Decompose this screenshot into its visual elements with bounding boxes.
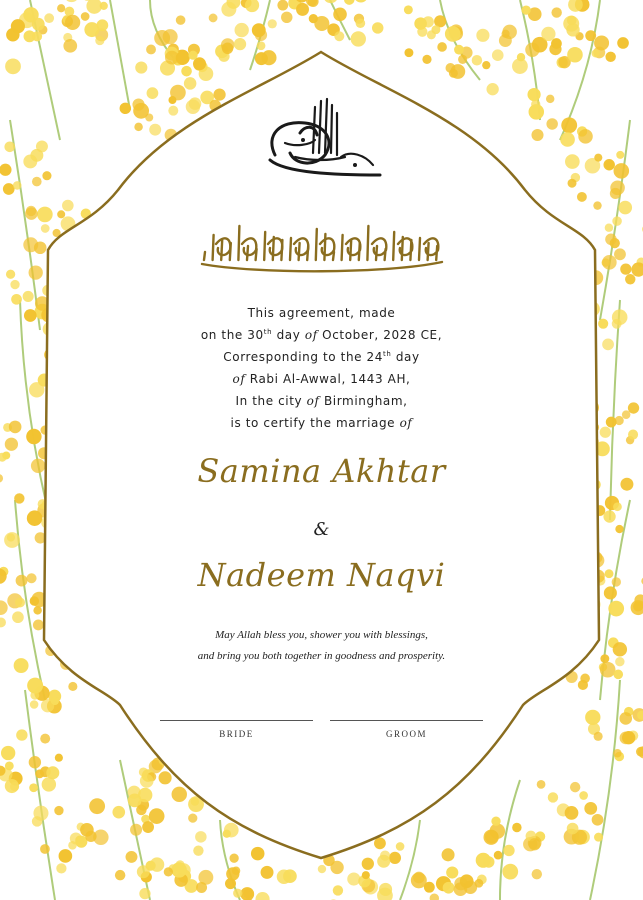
calligraphy-stroke [238,226,239,260]
calligraphy-stroke [213,235,214,260]
agreement-line-2: on the 30th day of October, 2028 CE, [200,328,443,342]
calligraphy-loop [242,238,256,255]
calligraphy-stroke [290,238,291,260]
calligraphy-loop [294,238,308,255]
agreement-text [150,302,493,434]
blessing-line-2: and bring you both together in goodness and prosperity. [197,650,446,662]
bride-signature-line [160,720,313,721]
calligraphy-loop [372,238,386,255]
agreement-line-1: This agreement, made [247,306,396,320]
agreement-line-4: of Rabi Al-Awwal, 1443 AH, [232,372,411,386]
agreement-line-3: Corresponding to the 24th day [223,350,420,364]
groom-signature-line [330,720,483,721]
agreement-line-6: is to certify the marriage of [230,416,413,430]
calligraphy-stroke [350,240,351,260]
calligraphy-stroke [247,246,248,260]
bride-name: Samina Akhtar [197,452,446,490]
blessing-line-1: May Allah bless you, shower you with blessings, [215,629,428,641]
calligraphy-baseline [202,262,442,271]
calligraphy-stroke [393,232,394,260]
calligraphy-stroke [428,243,429,260]
calligraphy-loop [320,238,334,255]
bismillah-seal-icon [255,95,387,181]
ampersand: & [313,519,330,540]
calligraphy-stroke [316,229,317,260]
calligraphy-stroke [419,238,420,260]
calligraphy-loop [346,238,360,255]
calligraphy-stroke [299,243,300,260]
groom-label: GROOM [385,729,427,739]
groom-name: Nadeem Naqvi [197,556,446,594]
calligraphy-stroke [204,252,205,260]
calligraphy-stroke [367,226,368,260]
calligraphy-loop [268,238,282,255]
agreement-line-5: In the city of Birmingham, [235,394,408,408]
arabic-verse-calligraphy-icon [196,204,448,278]
calligraphy-stroke [264,232,265,260]
calligraphy-stroke [221,240,222,260]
bride-label: BRIDE [219,729,254,739]
calligraphy-stroke [342,235,343,260]
